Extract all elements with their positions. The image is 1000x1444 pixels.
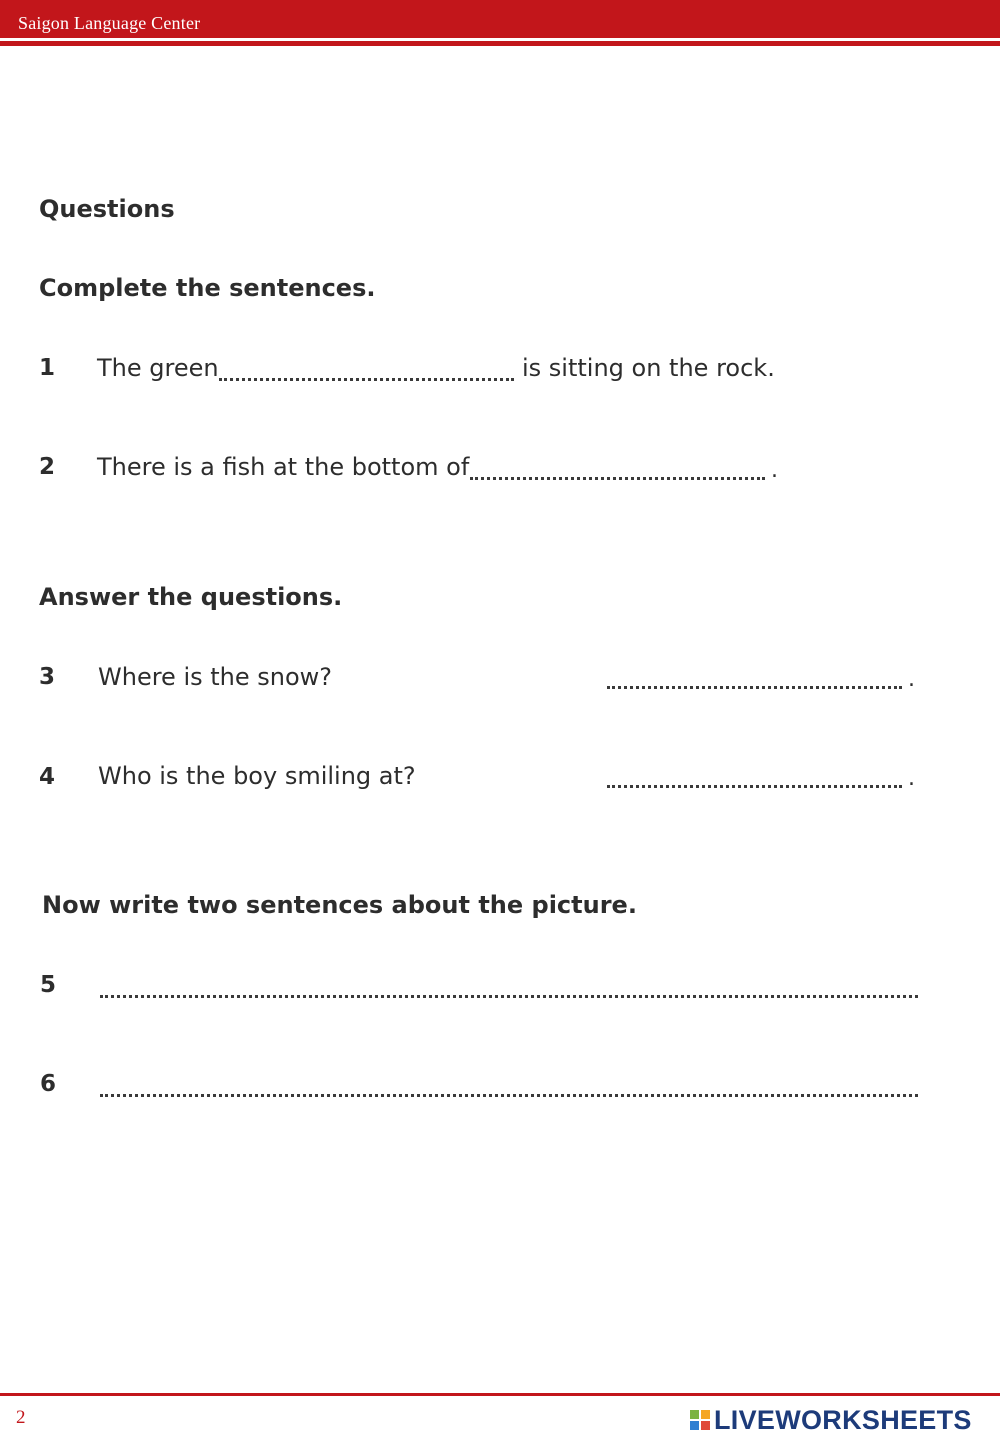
- question-2-text: There is a fish at the bottom of: [97, 453, 470, 481]
- question-4-text: Who is the boy smiling at?: [98, 762, 416, 790]
- page-number: 2: [16, 1407, 26, 1428]
- question-5-number: 5: [40, 972, 57, 998]
- question-3-number: 3: [39, 664, 56, 690]
- question-4-number: 4: [39, 764, 56, 790]
- question-3-period: .: [908, 667, 915, 692]
- question-2-period: .: [771, 458, 778, 483]
- question-1-text-before: The green: [97, 354, 219, 382]
- section-title-answer: Answer the questions.: [39, 583, 343, 611]
- question-3-answer-blank[interactable]: [607, 686, 902, 689]
- section-title-questions: Questions: [39, 195, 175, 223]
- question-6-answer-blank[interactable]: [100, 1094, 918, 1097]
- section-title-complete: Complete the sentences.: [39, 274, 376, 302]
- question-2-answer-blank[interactable]: [470, 477, 765, 480]
- question-4-answer-blank[interactable]: [607, 785, 902, 788]
- question-6-number: 6: [40, 1071, 57, 1097]
- question-4-period: .: [908, 766, 915, 791]
- section-title-write: Now write two sentences about the picture.: [42, 891, 637, 919]
- question-1-text-after: is sitting on the rock.: [522, 354, 775, 382]
- header-divider: [0, 41, 1000, 46]
- liveworksheets-logo-text: LIVEWORKSHEETS: [714, 1404, 972, 1435]
- liveworksheets-logo-icon: [690, 1410, 710, 1430]
- liveworksheets-logo: [690, 1405, 972, 1435]
- header-title: Saigon Language Center: [18, 13, 201, 33]
- question-2-number: 2: [39, 454, 56, 480]
- question-5-answer-blank[interactable]: [100, 995, 918, 998]
- question-1-number: 1: [39, 355, 56, 381]
- footer-divider: [0, 1393, 1000, 1396]
- header-bar: [0, 0, 1000, 38]
- question-1-answer-blank[interactable]: [219, 378, 514, 381]
- question-3-text: Where is the snow?: [98, 663, 333, 691]
